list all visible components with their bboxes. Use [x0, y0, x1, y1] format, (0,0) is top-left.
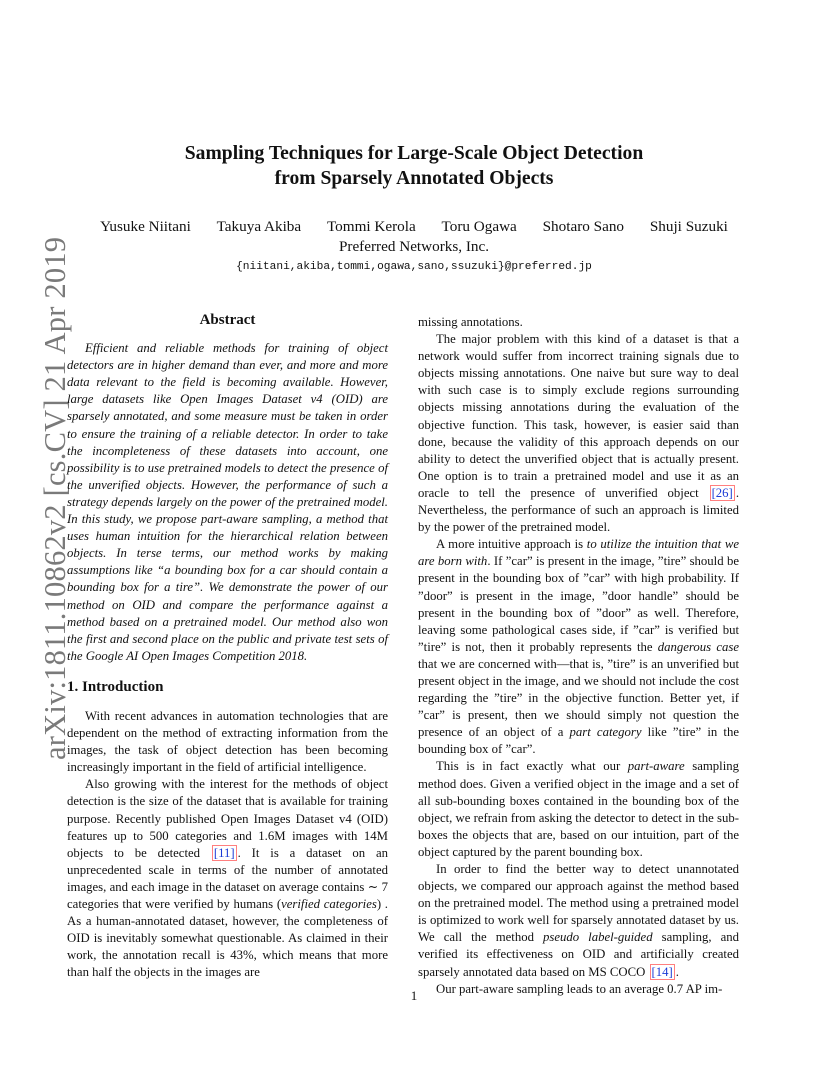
author: Toru Ogawa: [441, 218, 517, 235]
body-paragraph: missing annotations.: [418, 315, 523, 329]
section-heading-introduction: 1. Introduction: [67, 678, 164, 695]
body-paragraph: Our part-aware sampling leads to an average 0.7 AP im-: [436, 981, 723, 996]
abstract-text: Efficient and reliable methods for training of object detectors are in higher demand than ever, and more and more data relevant to the field is becoming available. However, large datasets like Open Images Dataset v4 (OID) are sparsely annotated, and some measure must be taken in order to ensure the training of a reliable detector. In order to take the incompleteness of these datasets into account, one possibility is to use pretrained models to detect the presence of the unverified objects. However, the performance of such a strategy depends largely on the power of the pretrained model. In this study, we propose part-aware sampling, a method that uses human intuition for the hierarchical relation between objects. In terse terms, our method works by making assumptions like “a bounding box for a car should contain a bounding box for a tire”. We demonstrate the power of our method on OID and compare the performance against a method based on a pretrained model. Our method also won the first and second place on the public and private test sets of the Google AI Open Images Competition 2018.: [67, 341, 388, 663]
body-paragraph: The major problem with this kind of a dataset is that a network would suffer from incorrect training signals due to objects missing annotations. One naive but sure way to deal with such case is to simply exclude regions surrounding objects missing annotations during the evaluation of the objective function. This task, however, is easier said than done, because the validity of this approach depends on our ability to detect the unverified object that is actually present. One option is to train a pretrained model and use it as an oracle to tell the presence of unverified object [26] . Nevertheless, the performance of such an approach is limited by the power of the pretrained model.: [418, 332, 739, 535]
body-paragraph: This is in fact exactly what our part-aware sampling method does. Given a verified object in the image and a set of all sub-bounding boxes contained in the bounding box of the object, we refrain from asking the detector to detect in the sub-boxes the objects that are, based on our intuition, part of the object captured by the parent bounding box.: [418, 759, 739, 859]
left-column: [67, 312, 388, 981]
citation-link[interactable]: [11]: [213, 845, 235, 860]
author: Takuya Akiba: [216, 218, 302, 235]
author: Shotaro Sano: [542, 218, 625, 235]
author: Yusuke Niitani: [100, 218, 191, 235]
abstract-heading: Abstract: [199, 312, 256, 328]
author: Shuji Suzuki: [649, 218, 728, 235]
affiliation: Preferred Networks, Inc.: [338, 238, 490, 255]
body-paragraph: In order to find the better way to detect unannotated objects, we compared our approach against the method based on the pretrained model. The method using a pretrained model is optimized to work well for sparsely annotated dataset by us. We call the method pseudo label-guided sampling, and verified its effectiveness on OID and artificially created sparsely annotated data based on MS COCO [14] .: [418, 862, 739, 979]
citation-link[interactable]: [26]: [711, 485, 733, 500]
paper-title: [0, 141, 828, 191]
arxiv-sidebar: [16, 236, 72, 760]
author: Tommi Kerola: [326, 218, 416, 235]
author-list: [0, 218, 828, 236]
title-line-2: from Sparsely Annotated Objects: [274, 168, 554, 189]
page-number: 1: [410, 988, 418, 1003]
author-emails: {niitani,akiba,tommi,ogawa,sano,ssuzuki}@preferred.jp: [236, 261, 592, 273]
citation-link[interactable]: [14]: [651, 964, 673, 979]
right-column: [418, 314, 739, 998]
intro-paragraph: Also growing with the interest for the methods of object detection is the size of the dataset that is available for training purpose. Recently published Open Images Dataset v4 (OID) features up to 500 categories and 1.6M images with 14M objects to be detected [11] . It is a dataset on an unprecedented scale in terms of the number of annotated images, and each image in the dataset on average contains ∼ 7 categories that were verified by humans (verified categories) . As a human-annotated dataset, however, the completeness of OID is inevitably somewhat questionable. As claimed in their work, the annotation recall is 43%, which means that more than half the objects in the images are: [67, 777, 388, 980]
intro-paragraph: With recent advances in automation technologies that are dependent on the method of extracting information from the images, the task of object detection has been becoming increasingly important in the field of artificial intelligence.: [67, 708, 388, 775]
arxiv-identifier: arXiv:1811.10862v2 [cs.CV] 21 Apr 2019: [38, 236, 72, 760]
body-paragraph: A more intuitive approach is to utilize the intuition that we are born with. If ”car” is present in the image, ”tire” should be present in the bounding box of ”car” with high probability. If ”door” is present in the image, ”door handle” should be present in the bounding box of ”door” as well. Therefore, leaving some pathological cases side, if ”car” is verified but ”tire” is not, then it probably represents the dangerous case that we are concerned with—that is, ”tire” is an unverified but present object in the image, and we should not include the cost regarding the ”tire” in the objective function. Better yet, if ”car” is present, then we should simply not question the presence of an object of a part category like ”tire” in the bounding box of ”car”.: [418, 537, 739, 757]
title-line-1: Sampling Techniques for Large-Scale Object Detection: [184, 143, 644, 164]
